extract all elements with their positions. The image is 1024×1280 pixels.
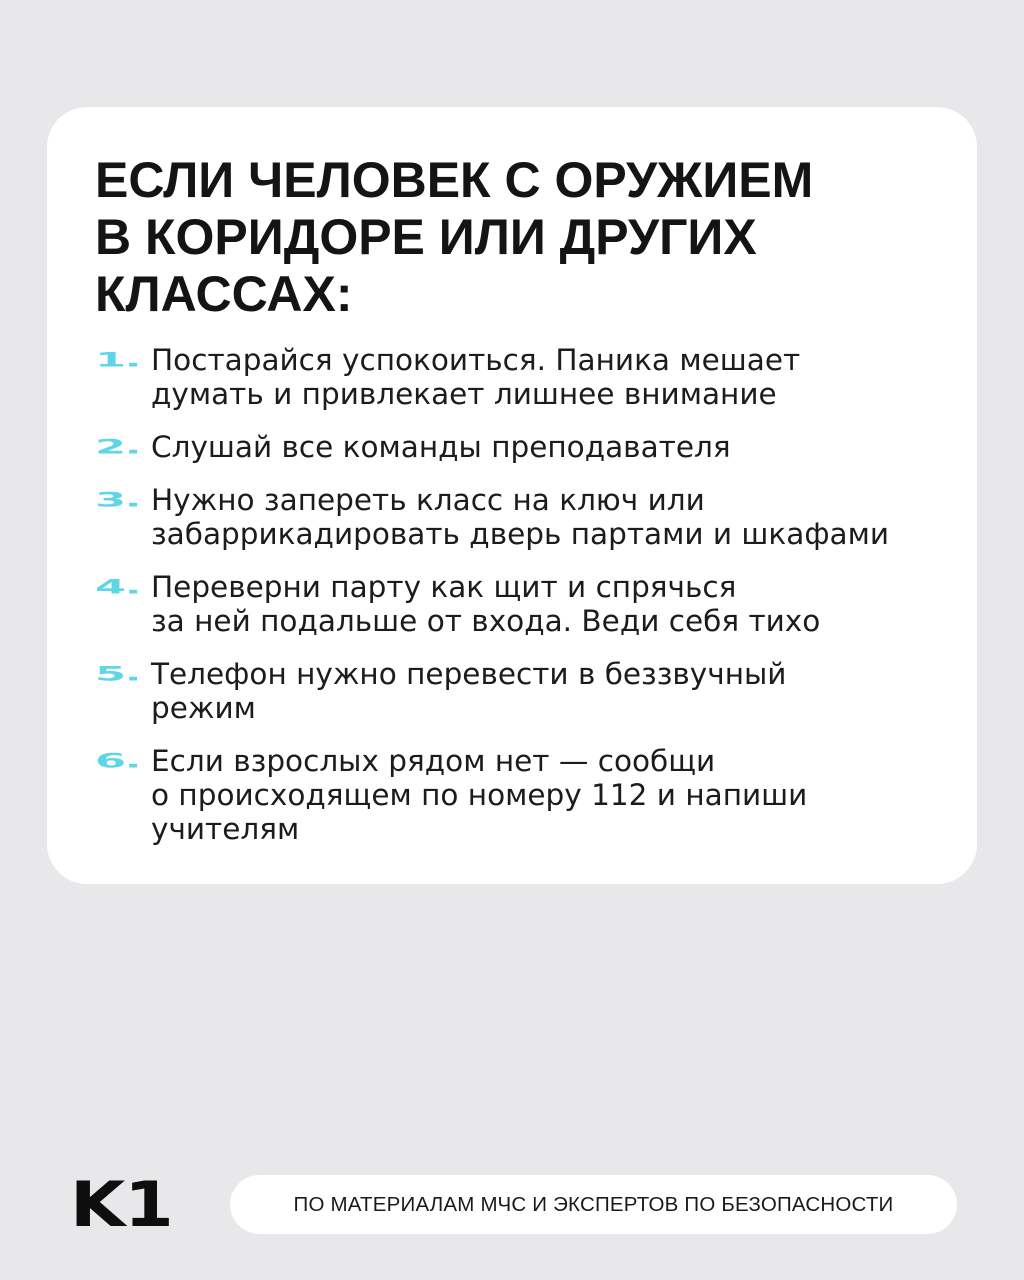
item-number: 5. xyxy=(95,662,140,686)
item-text: Если взрослых рядом нет — сообщи о происходящем по номеру 112 и напиши учителям xyxy=(151,744,808,846)
list-item xyxy=(95,483,937,551)
item-text: Переверни парту как щит и спрячься за ней подальше от входа. Веди себя тихо xyxy=(151,570,821,638)
info-card xyxy=(47,107,977,884)
item-number: 1. xyxy=(95,348,140,372)
source-badge xyxy=(230,1175,957,1234)
title-line: КЛАССАХ: xyxy=(95,266,353,322)
item-number: 2. xyxy=(95,435,140,459)
list-item xyxy=(95,343,937,411)
list-item xyxy=(95,570,937,638)
item-number: 4. xyxy=(95,575,140,599)
list-item xyxy=(95,430,937,464)
item-text: Нужно запереть класс на ключ или забаррикадировать дверь партами и шкафами xyxy=(151,483,890,551)
list-item xyxy=(95,744,937,846)
item-text: Слушай все команды преподавателя xyxy=(151,430,731,464)
source-text: ПО МАТЕРИАЛАМ МЧС И ЭКСПЕРТОВ ПО БЕЗОПАСНОСТИ xyxy=(293,1192,894,1216)
item-number: 3. xyxy=(95,488,140,512)
item-text: Телефон нужно перевести в беззвучный режим xyxy=(151,657,787,725)
item-number: 6. xyxy=(95,749,140,773)
instructions-list xyxy=(95,343,937,846)
k1-logo: K1 xyxy=(70,1168,173,1241)
title-line: В КОРИДОРЕ ИЛИ ДРУГИХ xyxy=(95,209,757,265)
list-item xyxy=(95,657,937,725)
item-text: Постарайся успокоиться. Паника мешает думать и привлекает лишнее внимание xyxy=(151,343,801,411)
title-line: ЕСЛИ ЧЕЛОВЕК С ОРУЖИЕМ xyxy=(95,152,814,208)
card-title xyxy=(95,152,937,323)
